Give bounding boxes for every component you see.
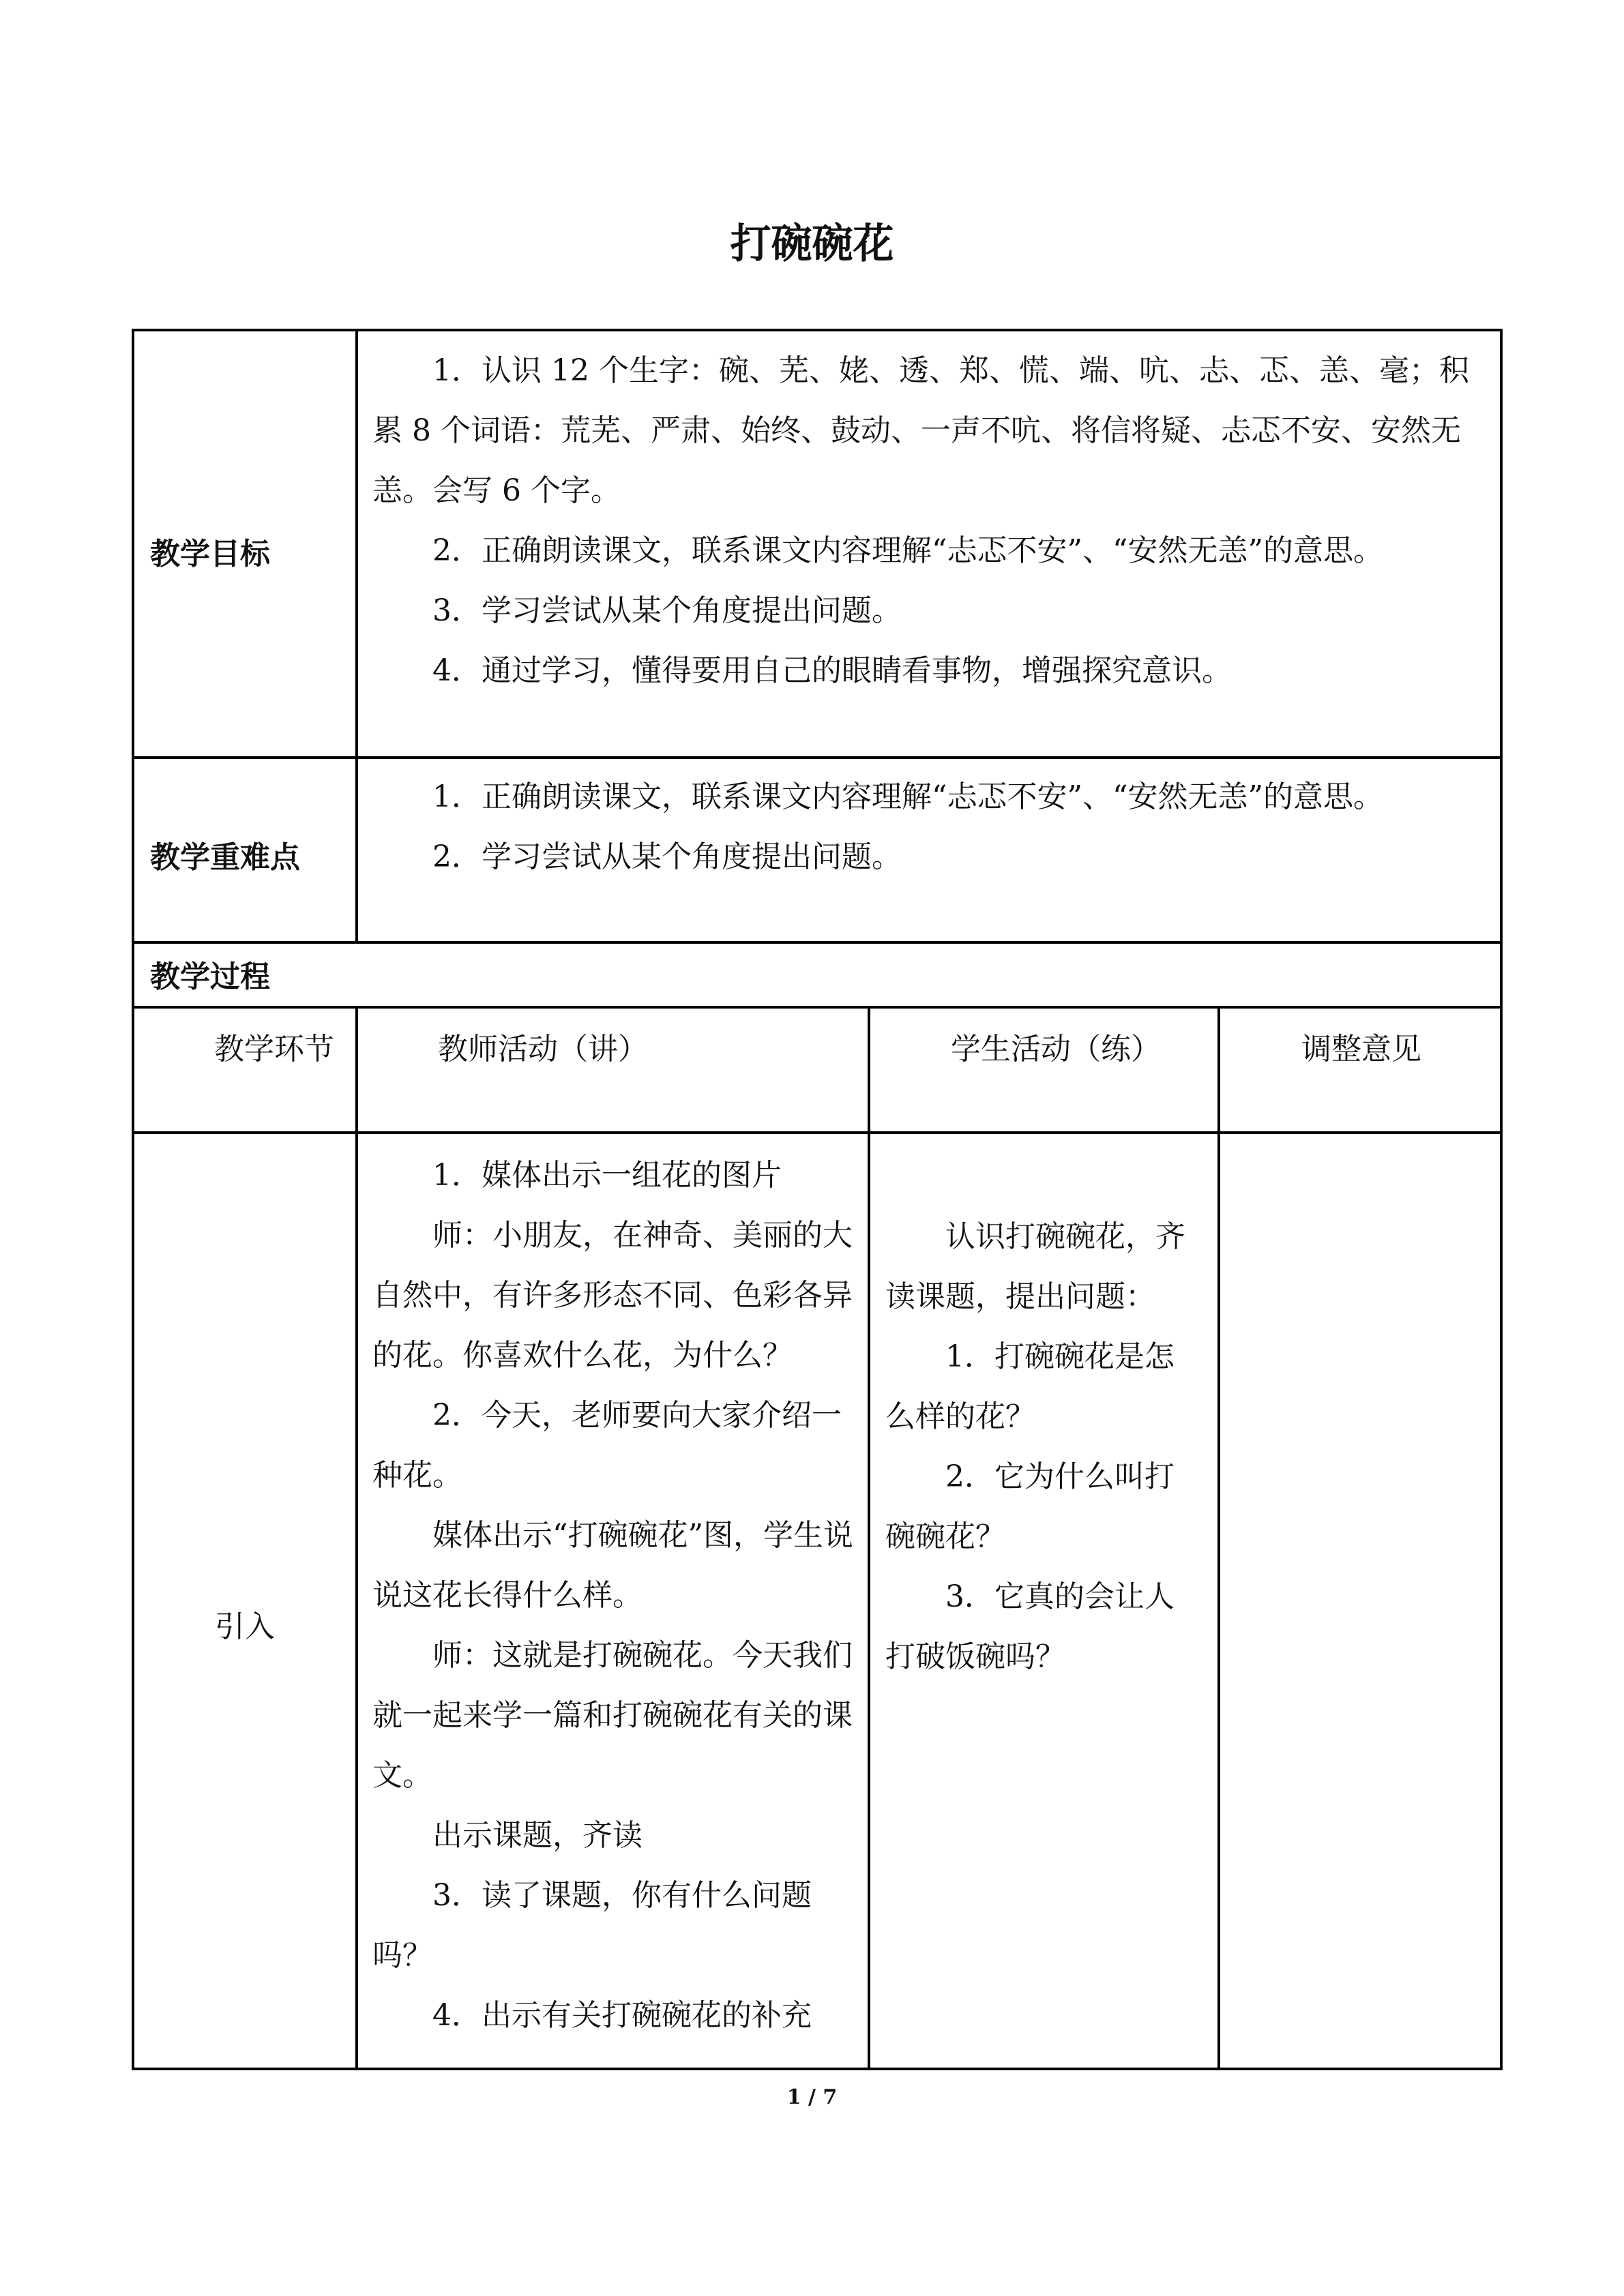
student-activity-item: 认识打碗碗花，齐读课题，提出问题： [885, 1219, 1185, 1314]
teacher-activity-item: 1．媒体出示一组花的图片 [432, 1158, 782, 1193]
key-point-item: 2．学习尝试从某个角度提出问题。 [432, 839, 902, 874]
header-teacher [372, 1019, 850, 1079]
header-teacher-text: 教师活动（讲） [438, 1032, 648, 1067]
key-points-content [372, 767, 1484, 887]
table-border-bottom [132, 2068, 1503, 2070]
goal-item: 4．通过学习，懂得要用自己的眼睛看事物，增强探究意识。 [432, 653, 1232, 688]
goals-label: 教学目标 [150, 537, 270, 571]
student-activity-item: 2．它为什么叫打碗碗花？ [885, 1459, 1175, 1554]
table-border-top [132, 329, 1503, 331]
goal-item: 3．学习尝试从某个角度提出问题。 [432, 593, 902, 628]
teacher-activity-item: 3．读了课题，你有什么问题吗？ [372, 1878, 812, 1973]
header-adjust-text: 调整意见 [1301, 1032, 1421, 1067]
table-rule-student-column [1217, 1006, 1220, 2070]
table-rule-keypoints-bottom [132, 941, 1503, 944]
table-rule-process-bottom [132, 1006, 1503, 1009]
header-student-text: 学生活动（练） [951, 1032, 1161, 1067]
table-rule-label-column [355, 329, 358, 941]
teacher-activity-item: 出示课题，齐读 [432, 1818, 643, 1853]
table-border-left [132, 329, 134, 2070]
header-adjust [1221, 1019, 1502, 1079]
teacher-activity-item: 媒体出示“打碗碗花”图，学生说说这花长得什么样。 [372, 1518, 853, 1613]
teacher-activity-item: 2．今天，老师要向大家介绍一种花。 [372, 1398, 842, 1493]
goals-content [372, 341, 1484, 701]
table-rule-teacher-column [868, 1006, 870, 2070]
teacher-activity-item: 师：小朋友，在神奇、美丽的大自然中，有许多形态不同、色彩各异的花。你喜欢什么花，为什么？ [372, 1218, 853, 1373]
table-border-right [1500, 329, 1503, 2070]
header-stage [149, 1019, 346, 1079]
teacher-activity-item: 4．出示有关打碗碗花的补充 [432, 1998, 812, 2033]
key-points-label: 教学重难点 [150, 840, 300, 875]
page-title: 打碗碗花 [730, 220, 894, 268]
student-activity [885, 1207, 1203, 1687]
page-number: 1 / 7 [786, 2085, 838, 2109]
process-label: 教学过程 [150, 959, 270, 994]
teacher-activity-item: 师：这就是打碗碗花。今天我们就一起来学一篇和打碗碗花有关的课文。 [372, 1638, 853, 1793]
table-rule-goals-bottom [132, 756, 1503, 759]
goal-item: 2．正确朗读课文，联系课文内容理解“忐忑不安”、“安然无恙”的意思。 [432, 533, 1383, 568]
header-student [885, 1019, 1206, 1079]
student-activity-item: 1．打碗碗花是怎么样的花？ [885, 1339, 1175, 1434]
table-rule-stage-column [355, 1006, 358, 2070]
stage-cell: 引入 [215, 1609, 275, 1644]
header-stage-text: 教学环节 [214, 1032, 334, 1067]
goal-item: 1．认识 12 个生字：碗、芜、姥、透、郑、慌、端、吭、忐、忑、恙、毫；积累 8 个词语：荒芜、严肃、始终、鼓动、一声不吭、将信将疑、忐忑不安、安然无恙。会写 6 个字。 [372, 353, 1469, 508]
key-point-item: 1．正确朗读课文，联系课文内容理解“忐忑不安”、“安然无恙”的意思。 [432, 779, 1383, 814]
teacher-activity [372, 1146, 854, 2046]
table-rule-headers-bottom [132, 1131, 1503, 1134]
student-activity-item: 3．它真的会让人打破饭碗吗？ [885, 1579, 1175, 1674]
